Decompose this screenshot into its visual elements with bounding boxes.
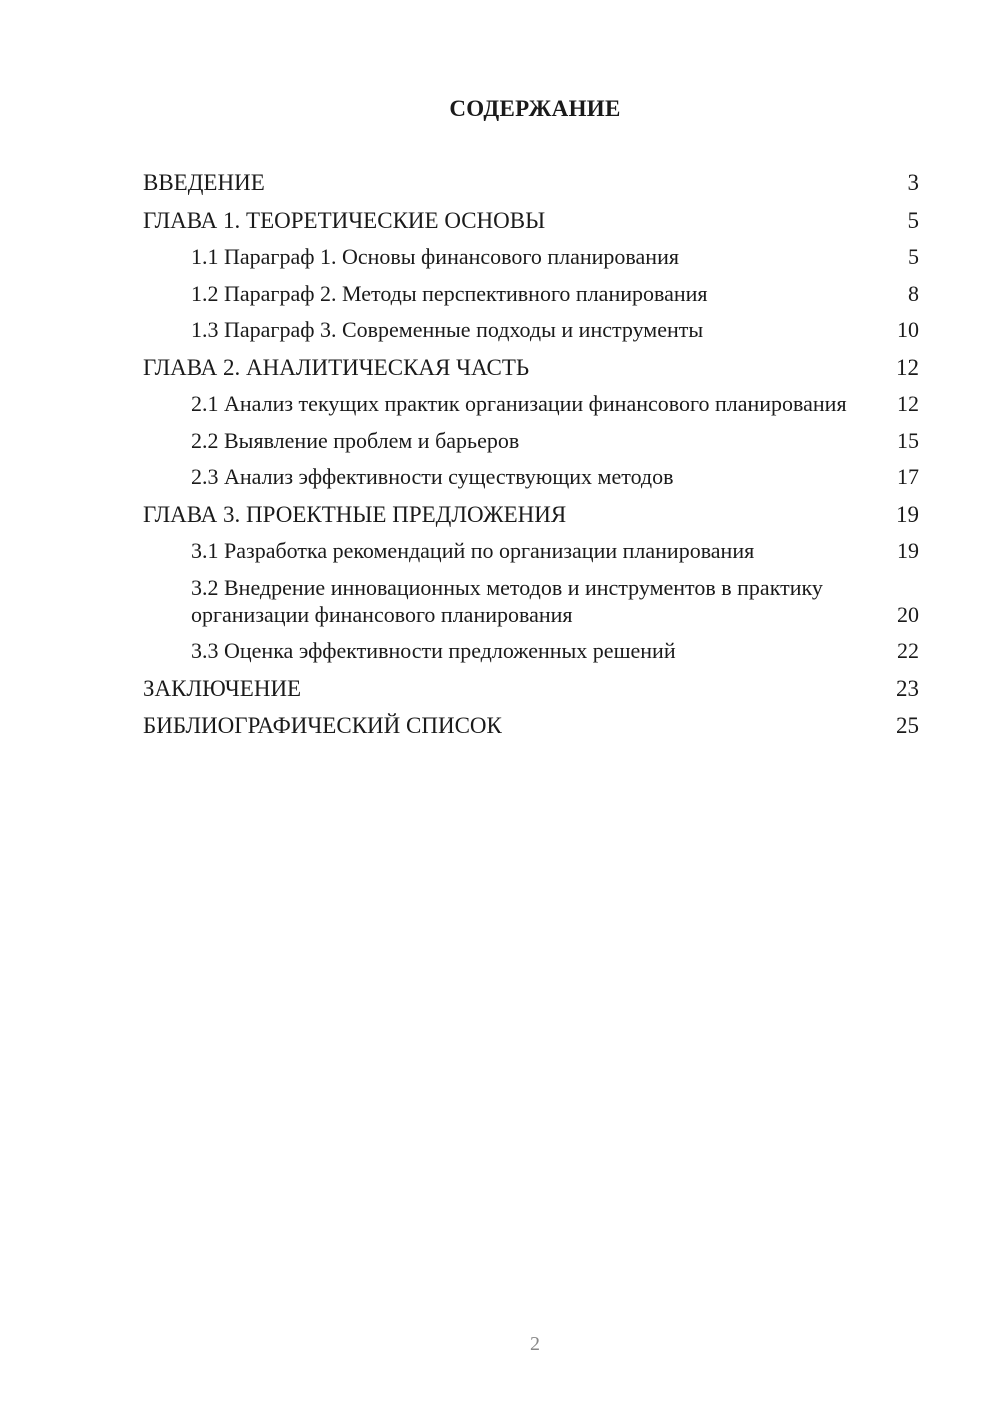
toc-entry-page: 5: [908, 244, 919, 269]
toc-entry-label: 3.3 Оценка эффективности предложенных решений: [191, 638, 676, 663]
toc-entry-section-3-2[interactable]: [143, 574, 919, 628]
toc-entry-label: ВВЕДЕНИЕ: [143, 170, 265, 195]
toc-entry-label: 1.2 Параграф 2. Методы перспективного планирования: [191, 280, 708, 306]
toc-entry-section-1-3[interactable]: [143, 316, 919, 343]
toc-entry-page: 20: [897, 601, 919, 627]
toc-entry-page: 3: [907, 170, 919, 195]
toc-entry-page: 17: [897, 464, 919, 489]
toc-entry-bibliography[interactable]: [143, 711, 919, 740]
toc-entry-page: 19: [897, 538, 919, 563]
toc-entry-page: 8: [908, 280, 919, 306]
toc-entry-label: 3.2 Внедрение инновационных методов и инструментов в практику организации финансового планирования: [191, 574, 823, 627]
toc-entry-page: 25: [896, 713, 919, 738]
toc-entry-label: 3.1 Разработка рекомендаций по организации планирования: [191, 538, 755, 563]
toc-entry-label: ГЛАВА 1. ТЕОРЕТИЧЕСКИЕ ОСНОВЫ: [143, 207, 546, 233]
toc-entry-section-2-2[interactable]: [143, 427, 919, 454]
toc-entry-chapter-3[interactable]: [143, 500, 919, 529]
toc-entry-section-1-1[interactable]: [143, 243, 919, 270]
toc-entry-page: 23: [896, 675, 919, 701]
toc-entry-page: 10: [897, 317, 919, 342]
toc-entry-page: 22: [897, 638, 919, 663]
toc-entry-section-2-1[interactable]: [143, 390, 919, 417]
toc-entry-label: 1.3 Параграф 3. Современные подходы и инструменты: [191, 317, 704, 342]
toc-entry-page: 12: [897, 391, 919, 416]
toc-entry-label: ГЛАВА 2. АНАЛИТИЧЕСКАЯ ЧАСТЬ: [143, 354, 530, 380]
toc-entry-chapter-1[interactable]: [143, 206, 919, 235]
toc-entry-section-3-3[interactable]: [143, 637, 919, 664]
page-title: СОДЕРЖАНИЕ: [449, 96, 621, 121]
toc-entry-introduction[interactable]: [143, 168, 919, 197]
table-of-contents: [143, 168, 919, 749]
toc-entry-label: 2.3 Анализ эффективности существующих методов: [191, 464, 674, 489]
toc-entry-label: 1.1 Параграф 1. Основы финансового планирования: [191, 244, 679, 269]
toc-entry-page: 12: [896, 354, 919, 380]
toc-entry-label: ГЛАВА 3. ПРОЕКТНЫЕ ПРЕДЛОЖЕНИЯ: [143, 501, 567, 527]
toc-entry-page: 15: [897, 427, 919, 453]
toc-entry-label: 2.2 Выявление проблем и барьеров: [191, 427, 520, 453]
toc-entry-section-1-2[interactable]: [143, 280, 919, 307]
toc-entry-section-2-3[interactable]: [143, 463, 919, 490]
toc-entry-page: 19: [896, 501, 919, 527]
toc-entry-conclusion[interactable]: [143, 674, 919, 703]
toc-entry-label: 2.1 Анализ текущих практик организации финансового планирования: [191, 391, 847, 416]
page-number: 2: [530, 1333, 540, 1355]
toc-entry-label: БИБЛИОГРАФИЧЕСКИЙ СПИСОК: [143, 713, 502, 738]
toc-entry-page: 5: [907, 207, 919, 233]
toc-entry-chapter-2[interactable]: [143, 353, 919, 382]
toc-entry-label: ЗАКЛЮЧЕНИЕ: [143, 675, 302, 701]
toc-entry-section-3-1[interactable]: [143, 537, 919, 564]
